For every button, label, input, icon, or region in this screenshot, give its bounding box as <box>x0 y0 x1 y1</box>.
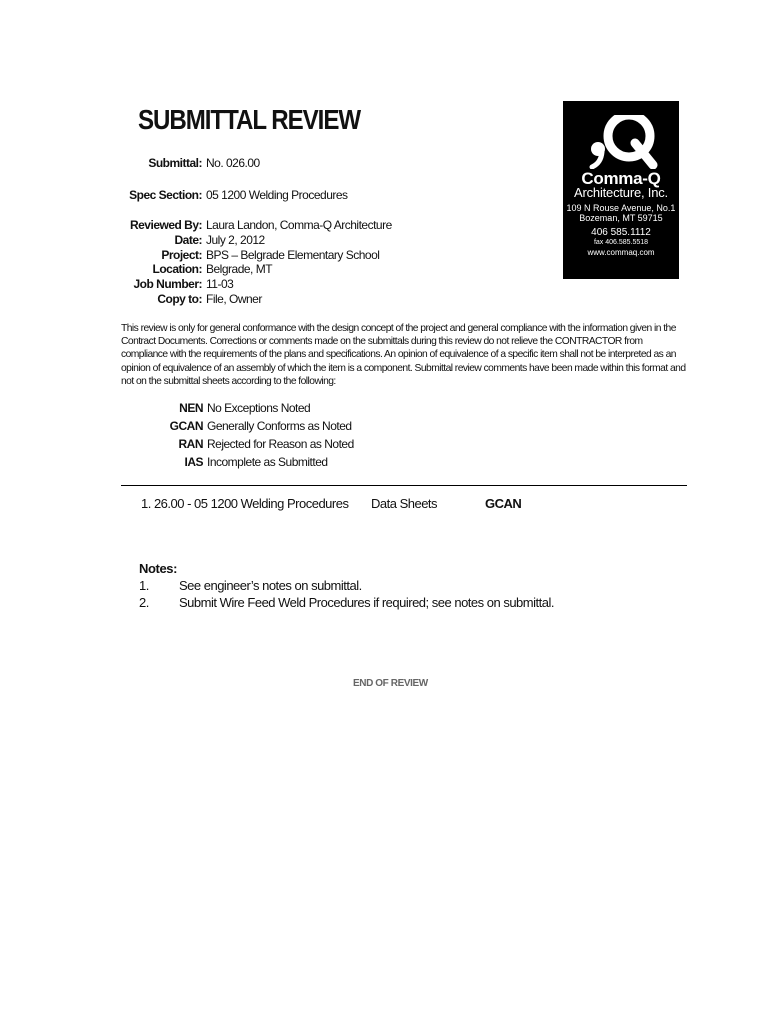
note-text: See engineer’s notes on submittal. <box>179 578 362 593</box>
field-value-project: BPS – Belgrade Elementary School <box>206 248 380 262</box>
company-logo <box>563 101 679 279</box>
note-number: 2. <box>139 595 149 610</box>
item-status: GCAN <box>485 496 522 511</box>
field-label-reviewed-by: Reviewed By: <box>129 218 202 232</box>
field-label-spec-section: Spec Section: <box>129 188 202 202</box>
document-title: SUBMITTAL REVIEW <box>138 104 361 135</box>
field-value-location: Belgrade, MT <box>206 262 273 276</box>
logo-address-line2: Bozeman, MT 59715 <box>579 213 663 223</box>
logo-address-line1: 109 N Rouse Avenue, No.1 <box>566 203 676 213</box>
note-text: Submit Wire Feed Weld Procedures if required; see notes on submittal. <box>179 595 554 610</box>
field-value-spec-section: 05 1200 Welding Procedures <box>206 188 348 202</box>
field-value-copy-to: File, Owner <box>206 292 262 306</box>
legend-code: NEN <box>179 401 203 415</box>
section-divider <box>121 485 687 486</box>
legend-description: Generally Conforms as Noted <box>207 419 352 433</box>
field-value-date: July 2, 2012 <box>206 233 265 247</box>
legend-description: Rejected for Reason as Noted <box>207 437 354 451</box>
review-disclaimer: This review is only for general conformance with the design concept of the project and general compliance with the information given in the Contract Documents. Corrections or comments made on the submittals during this review do not relieve the CONTRACTOR from compliance with the requirements of the plans and specifications. An opinion of equivalence of a specific item shall not be interpreted as an opinion of equivalence of an assembly of which the item is a component. Submittal review comments have been made within this format and not on the submittal sheets according to the following: <box>121 323 686 387</box>
logo-company-name: Comma-Q <box>581 169 661 188</box>
field-label-submittal: Submittal: <box>148 156 202 170</box>
logo-company-subname: Architecture, Inc. <box>574 185 668 200</box>
field-value-submittal: No. 026.00 <box>206 156 260 170</box>
legend-code: RAN <box>178 437 203 451</box>
field-label-project: Project: <box>161 248 202 262</box>
field-label-location: Location: <box>152 262 202 276</box>
legend-description: Incomplete as Submitted <box>207 455 328 469</box>
logo-fax: fax 406.585.5518 <box>593 239 649 246</box>
legend-code: GCAN <box>169 419 203 433</box>
notes-heading: Notes: <box>139 561 178 576</box>
field-label-date: Date: <box>174 233 202 247</box>
logo-website: www.commaq.com <box>587 248 655 257</box>
end-of-review: END OF REVIEW <box>353 678 428 689</box>
field-label-copy-to: Copy to: <box>157 292 202 306</box>
legend-description: No Exceptions Noted <box>207 401 311 415</box>
field-value-reviewed-by: Laura Landon, Comma-Q Architecture <box>206 218 392 232</box>
comma-q-logo-mark-icon <box>581 109 661 169</box>
field-label-job-number: Job Number: <box>133 277 202 291</box>
logo-phone: 406 585.1112 <box>591 227 651 238</box>
legend-code: IAS <box>184 455 203 469</box>
item-type: Data Sheets <box>371 496 438 511</box>
item-description: 1. 26.00 - 05 1200 Welding Procedures <box>141 496 349 511</box>
field-value-job-number: 11-03 <box>206 277 234 291</box>
note-number: 1. <box>139 578 149 593</box>
